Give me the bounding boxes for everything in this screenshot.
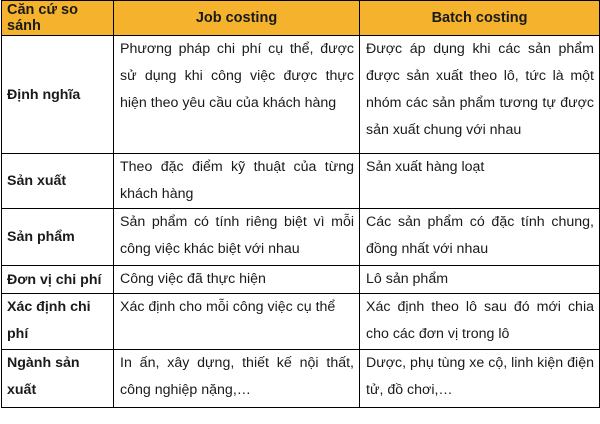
row-criterion: Sản phẩm [2, 209, 114, 266]
row-batch-costing: Các sản phẩm có đặc tính chung, đồng nhất với nhau [360, 209, 600, 266]
row-criterion: Đơn vị chi phí [2, 266, 114, 294]
row-criterion: Xác định chi phí [2, 294, 114, 350]
header-job-costing: Job costing [114, 1, 360, 36]
row-batch-costing: Dược, phụ tùng xe cộ, linh kiện điện tử, đồ chơi,… [360, 350, 600, 408]
header-row [2, 1, 600, 36]
header-batch-costing: Batch costing [360, 1, 600, 36]
row-criterion: Ngành sản xuất [2, 350, 114, 408]
row-job-costing: Sản phẩm có tính riêng biệt vì mỗi công việc khác biệt với nhau [114, 209, 360, 266]
row-job-costing: Xác định cho mỗi công việc cụ thể [114, 294, 360, 350]
row-batch-costing: Lô sản phẩm [360, 266, 600, 294]
table-row [2, 266, 600, 294]
comparison-table-container [1, 0, 599, 408]
row-job-costing: Phương pháp chi phí cụ thể, được sử dụng khi công việc được thực hiện theo yêu cầu của khách hàng [114, 36, 360, 154]
table-row [2, 154, 600, 209]
header-criterion: Căn cứ so sánh [2, 1, 114, 36]
row-batch-costing: Xác định theo lô sau đó mới chia cho các đơn vị trong lô [360, 294, 600, 350]
row-batch-costing: Được áp dụng khi các sản phẩm được sản xuất theo lô, tức là một nhóm các sản phẩm tương tự được sản xuất chung với nhau [360, 36, 600, 154]
table-row [2, 36, 600, 154]
row-job-costing: Theo đặc điểm kỹ thuật của từng khách hàng [114, 154, 360, 209]
row-job-costing: In ấn, xây dựng, thiết kế nội thất, công nghiệp nặng,… [114, 350, 360, 408]
comparison-table [1, 0, 600, 408]
row-criterion: Định nghĩa [2, 36, 114, 154]
table-row [2, 209, 600, 266]
row-criterion: Sản xuất [2, 154, 114, 209]
row-batch-costing: Sản xuất hàng loạt [360, 154, 600, 209]
row-job-costing: Công việc đã thực hiện [114, 266, 360, 294]
table-row [2, 294, 600, 350]
table-row [2, 350, 600, 408]
